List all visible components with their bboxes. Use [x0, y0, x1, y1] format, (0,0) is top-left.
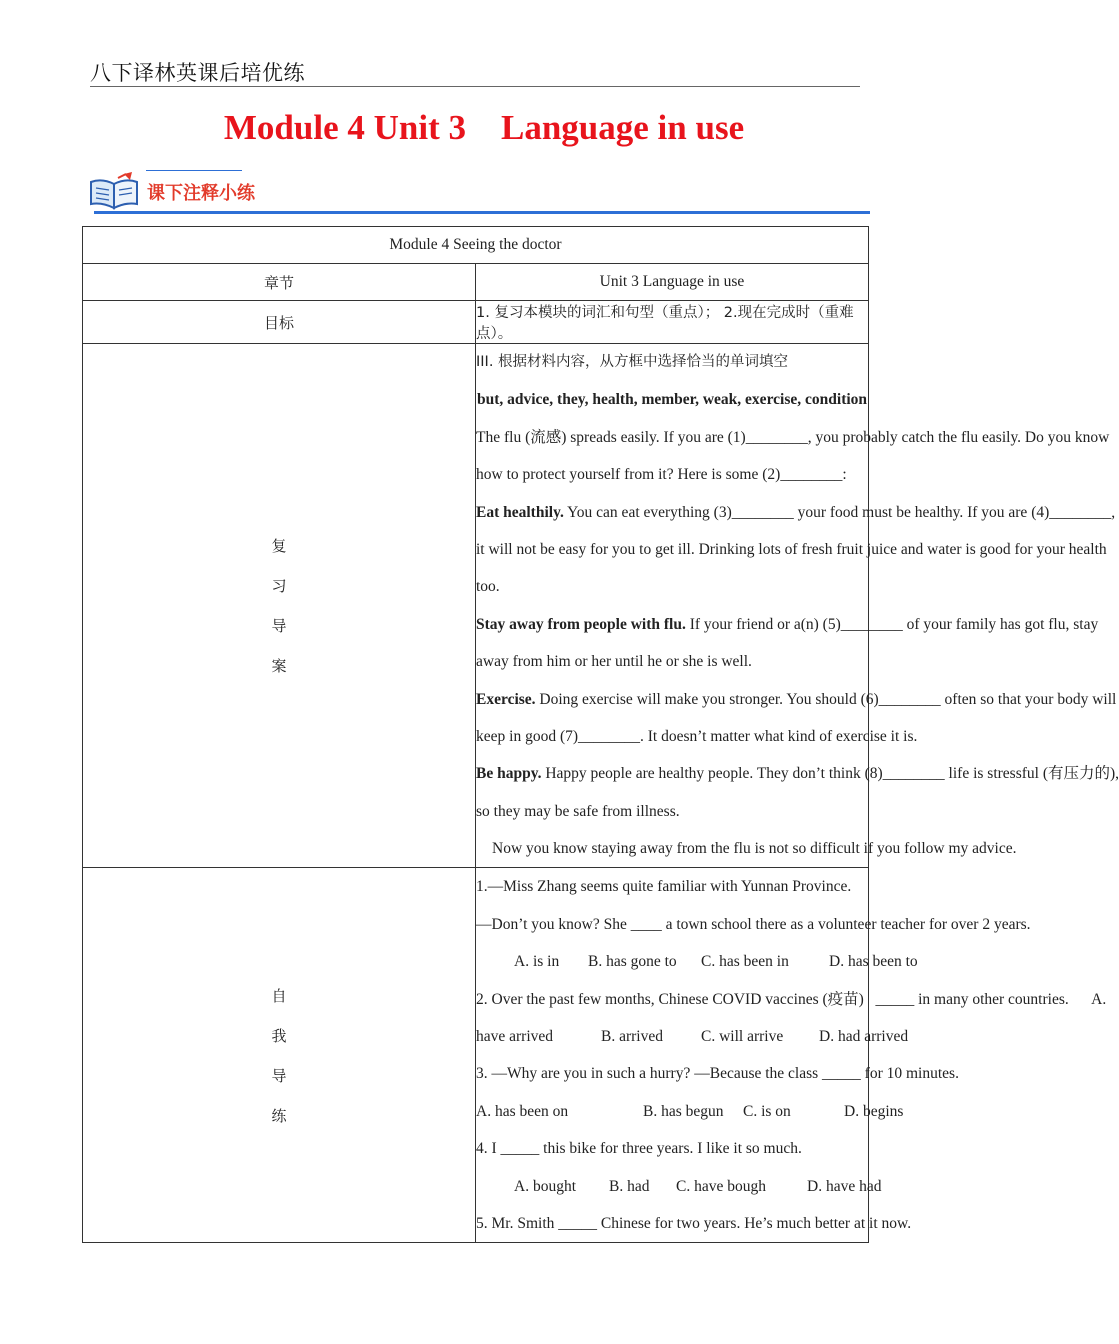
- goal-value: 1. 复习本模块的词汇和句型（重点）； 2.现在完成时（重难点）。: [476, 301, 869, 344]
- question-text: 1.—Miss Zhang seems quite familiar with Yunnan Province.: [476, 878, 852, 896]
- section-badge-topline: [146, 170, 242, 171]
- question-text: 5. Mr. Smith _____ Chinese for two years. He’s much better at it now.: [476, 1214, 912, 1232]
- word-box: but, advice, they, health, member, weak, exercise, condition: [476, 391, 868, 409]
- passage-line: The flu (流感) spreads easily. If you are (1)________, you probably catch the flu easily. Do you know: [476, 428, 1110, 446]
- passage-line: Now you know staying away from the flu is not so difficult if you follow my advice.: [492, 840, 1017, 858]
- section-badge-label: 课下注释小练: [147, 183, 255, 204]
- passage-line: how to protect yourself from it? Here is some (2)________:: [476, 466, 847, 484]
- question-options: [476, 943, 918, 980]
- section-divider: [94, 211, 870, 214]
- option: D. have had: [807, 1177, 882, 1195]
- passage-line: [476, 681, 1117, 718]
- chapter-label: 章节: [83, 264, 476, 301]
- question-text: 3. —Why are you in such a hurry? —Because the class _____ for 10 minutes.: [476, 1065, 959, 1083]
- passage-text: Happy people are healthy people. They don’t think (8)________ life is stressful (有压力的),: [541, 765, 1119, 783]
- passage-line: [476, 755, 1119, 792]
- passage-heading: Be happy.: [476, 765, 542, 783]
- review-label-char: 案: [271, 657, 287, 676]
- module-cell: Module 4 Seeing the doctor: [83, 227, 869, 264]
- question-options: [476, 1093, 904, 1130]
- passage-line: keep in good (7)________. It doesn’t matter what kind of exercise it is.: [476, 727, 918, 745]
- option: C. is on: [743, 1102, 791, 1120]
- option: B. has gone to: [588, 953, 677, 971]
- option: A. bought: [514, 1177, 576, 1195]
- option: A. has been on: [476, 1102, 569, 1120]
- review-content: [476, 344, 1119, 868]
- self-label-char: 自: [271, 986, 287, 1005]
- review-label-char: 复: [271, 537, 287, 556]
- self-practice-content: [476, 868, 1107, 1243]
- open-book-icon: [88, 170, 140, 212]
- chapter-value: Unit 3 Language in use: [476, 264, 869, 301]
- option: B. arrived: [601, 1028, 663, 1046]
- passage-line: [476, 606, 1099, 643]
- option: B. had: [609, 1177, 650, 1195]
- option: B. has begun: [643, 1102, 724, 1120]
- passage-line: away from him or her until he or she is well.: [476, 653, 752, 671]
- option: C. have bough: [676, 1177, 766, 1195]
- self-practice-row: [83, 868, 869, 1243]
- passage-text: You can eat everything (3)________ your food must be healthy. If you are (4)________,: [563, 503, 1116, 521]
- option: have arrived: [476, 1028, 554, 1046]
- option: D. has been to: [829, 953, 918, 971]
- passage-line: so they may be safe from illness.: [476, 802, 680, 820]
- question-text: —Don’t you know? She ____ a town school there as a volunteer teacher for over 2 years.: [476, 915, 1031, 933]
- self-practice-label: [83, 868, 476, 1243]
- goal-label: 目标: [83, 301, 476, 344]
- lesson-table: [82, 226, 1119, 1243]
- passage-line: too.: [476, 578, 500, 596]
- module-row: [83, 227, 869, 264]
- review-label-char: 习: [271, 577, 287, 596]
- page-title: Module 4 Unit 3 Language in use: [223, 108, 745, 147]
- passage-heading: Exercise.: [476, 690, 536, 708]
- option: C. will arrive: [701, 1028, 784, 1046]
- page-header: 八下译林英课后培优练: [90, 61, 305, 85]
- question-text: 2. Over the past few months, Chinese COVID vaccines (疫苗) _____ in many other countries. A.: [476, 990, 1107, 1008]
- passage-line: it will not be easy for you to get ill. Drinking lots of fresh fruit juice and water is good for your health: [476, 540, 1107, 558]
- passage-heading: Eat healthily.: [476, 503, 564, 521]
- question-options: [476, 1168, 882, 1205]
- exercise-instruction: III. 根据材料内容，从方框中选择恰当的单词填空: [476, 354, 789, 370]
- self-label-char: 导: [271, 1066, 287, 1085]
- option: C. has been in: [701, 953, 789, 971]
- review-label-char: 导: [271, 617, 287, 636]
- goal-row: [83, 301, 869, 344]
- question-text: 4. I _____ this bike for three years. I like it so much.: [476, 1140, 802, 1158]
- option: D. begins: [844, 1102, 904, 1120]
- option: A. is in: [514, 953, 560, 971]
- header-divider: [90, 86, 860, 87]
- review-label: [83, 344, 476, 868]
- passage-text: If your friend or a(n) (5)________ of your family has got flu, stay: [685, 615, 1099, 633]
- passage-heading: Stay away from people with flu.: [476, 615, 686, 633]
- review-row: [83, 344, 869, 868]
- passage-line: [476, 494, 1116, 531]
- question-options: [476, 1018, 909, 1055]
- passage-text: Doing exercise will make you stronger. You should (6)________ often so that your body will: [535, 690, 1117, 708]
- option: D. had arrived: [819, 1028, 909, 1046]
- self-label-char: 练: [271, 1106, 287, 1125]
- chapter-row: [83, 264, 869, 301]
- self-label-char: 我: [271, 1026, 287, 1045]
